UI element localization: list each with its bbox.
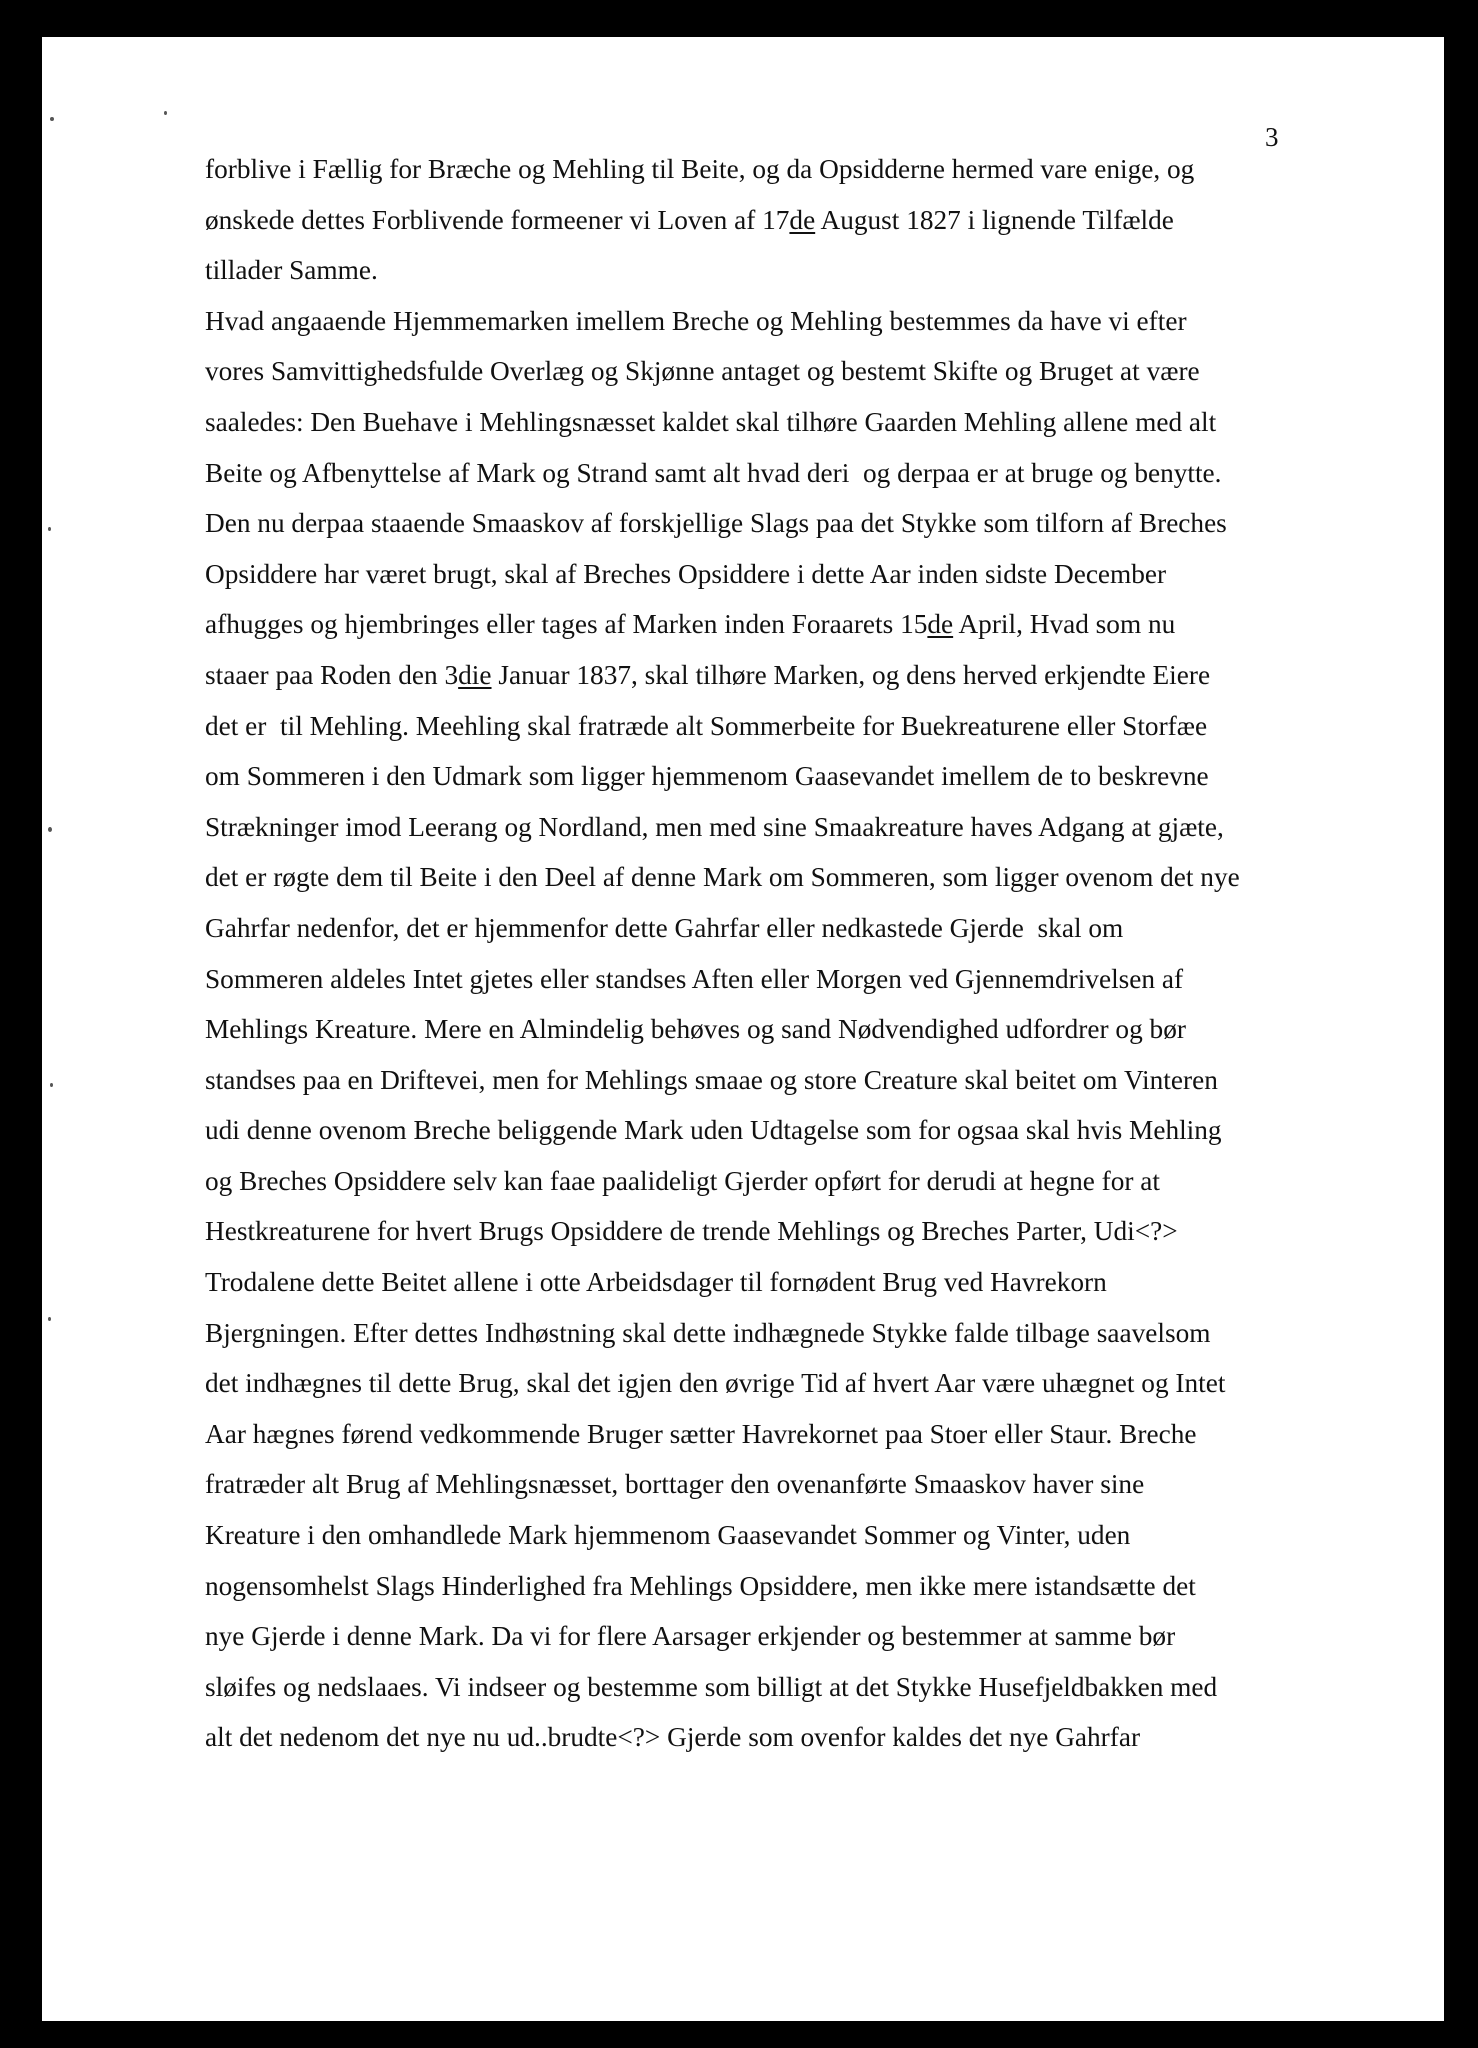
text-line: Kreature i den omhandlede Mark hjemmenom Gaasevandet Sommer og Vinter, uden <box>205 1520 1131 1551</box>
scan-speck <box>48 527 51 531</box>
scan-speck <box>48 827 52 832</box>
text-line: sløifes og nedslaaes. Vi indseer og bestemme som billigt at det Stykke Husefjeldbakken med <box>205 1671 1218 1702</box>
text-line: om Sommeren i den Udmark som ligger hjemmenom Gaasevandet imellem de to beskrevne <box>205 761 1209 792</box>
scan-speck <box>50 117 54 121</box>
text-line: nogensomhelst Slags Hinderlighed fra Mehlings Opsiddere, men ikke mere istandsætte det <box>205 1570 1196 1601</box>
text-line: vores Samvittighedsfulde Overlæg og Skjønne antaget og bestemt Skifte og Bruget at være <box>205 356 1200 387</box>
text-line: det er røgte dem til Beite i den Deel af denne Mark om Sommeren, som ligger ovenom det nye <box>205 862 1240 893</box>
text-line: Mehlings Kreature. Mere en Almindelig behøves og sand Nødvendighed udfordrer og bør <box>205 1014 1186 1045</box>
text-line: afhugges og hjembringes eller tages af Marken inden Foraarets 15de April, Hvad som nu <box>205 609 1176 640</box>
text-line: Gahrfar nedenfor, det er hjemmenfor dette Gahrfar eller nedkastede Gjerde skal om <box>205 912 1124 943</box>
text-line: staaer paa Roden den 3die Januar 1837, skal tilhøre Marken, og dens herved erkjendte Eiere <box>205 659 1211 690</box>
underlined-ordinal-suffix: de <box>789 204 816 235</box>
text-line: Bjergningen. Efter dettes Indhøstning skal dette indhægnede Stykke falde tilbage saavelsom <box>205 1317 1211 1348</box>
scan-speck <box>50 1083 53 1087</box>
text-line: Den nu derpaa staaende Smaaskov af forskjellige Slags paa det Stykke som tilforn af Breches <box>205 508 1227 539</box>
text-line: Hvad angaaende Hjemmemarken imellem Breche og Mehling bestemmes da have vi efter <box>205 305 1187 336</box>
text-line: Trodalene dette Beitet allene i otte Arbeidsdager til fornødent Brug ved Havrekorn <box>205 1267 1107 1298</box>
text-line: fratræder alt Brug af Mehlingsnæsset, borttager den ovenanførte Smaaskov haver sine <box>205 1469 1145 1500</box>
text-line: Opsiddere har været brugt, skal af Breches Opsiddere i dette Aar inden sidste December <box>205 558 1167 589</box>
text-line: og Breches Opsiddere selv kan faae paalideligt Gjerder opført for derudi at hegne for at <box>205 1165 1161 1196</box>
text-line: standses paa en Driftevei, men for Mehlings smaae og store Creature skal beitet om Vinteren <box>205 1064 1218 1095</box>
scan-speck <box>164 111 167 115</box>
document-body <box>205 150 1345 1769</box>
text-line: det er til Mehling. Meehling skal fratræde alt Sommerbeite for Buekreaturene eller Storfæe <box>205 710 1208 741</box>
page-number: 3 <box>1265 122 1279 152</box>
text-line: tillader Samme. <box>205 255 378 286</box>
text-line: det indhægnes til dette Brug, skal det igjen den øvrige Tid af hvert Aar være uhægnet og Intet <box>205 1368 1226 1399</box>
underlined-ordinal-suffix: die <box>458 659 492 690</box>
text-line: Beite og Afbenyttelse af Mark og Strand samt alt hvad deri og derpaa er at bruge og benytte. <box>205 457 1222 488</box>
underlined-ordinal-suffix: de <box>927 609 954 640</box>
text-line: alt det nedenom det nye nu ud..brudte<?> Gjerde som ovenfor kaldes det nye Gahrfar <box>205 1722 1141 1753</box>
text-line: Sommeren aldeles Intet gjetes eller standses Aften eller Morgen ved Gjennemdrivelsen af <box>205 963 1184 994</box>
text-line: udi denne ovenom Breche beliggende Mark uden Udtagelse som for ogsaa skal hvis Mehling <box>205 1115 1222 1146</box>
scan-speck <box>48 1317 51 1321</box>
text-line: nye Gjerde i denne Mark. Da vi for flere Aarsager erkjender og bestemmer at samme bør <box>205 1621 1176 1652</box>
text-line: ønskede dettes Forblivende formeener vi Loven af 17de August 1827 i lignende Tilfælde <box>205 204 1174 235</box>
text-line: Aar hægnes førend vedkommende Bruger sætter Havrekornet paa Stoer eller Staur. Breche <box>205 1418 1197 1449</box>
text-line: forblive i Fællig for Bræche og Mehling til Beite, og da Opsidderne hermed vare enige, og <box>205 154 1195 184</box>
text-line: saaledes: Den Buehave i Mehlingsnæsset kaldet skal tilhøre Gaarden Mehling allene med alt <box>205 406 1217 437</box>
text-line: Hestkreaturene for hvert Brugs Opsiddere de trende Mehlings og Breches Parter, Udi<?> <box>205 1216 1178 1247</box>
text-line: Strækninger imod Leerang og Nordland, men med sine Smaakreature haves Adgang at gjæte, <box>205 811 1224 842</box>
